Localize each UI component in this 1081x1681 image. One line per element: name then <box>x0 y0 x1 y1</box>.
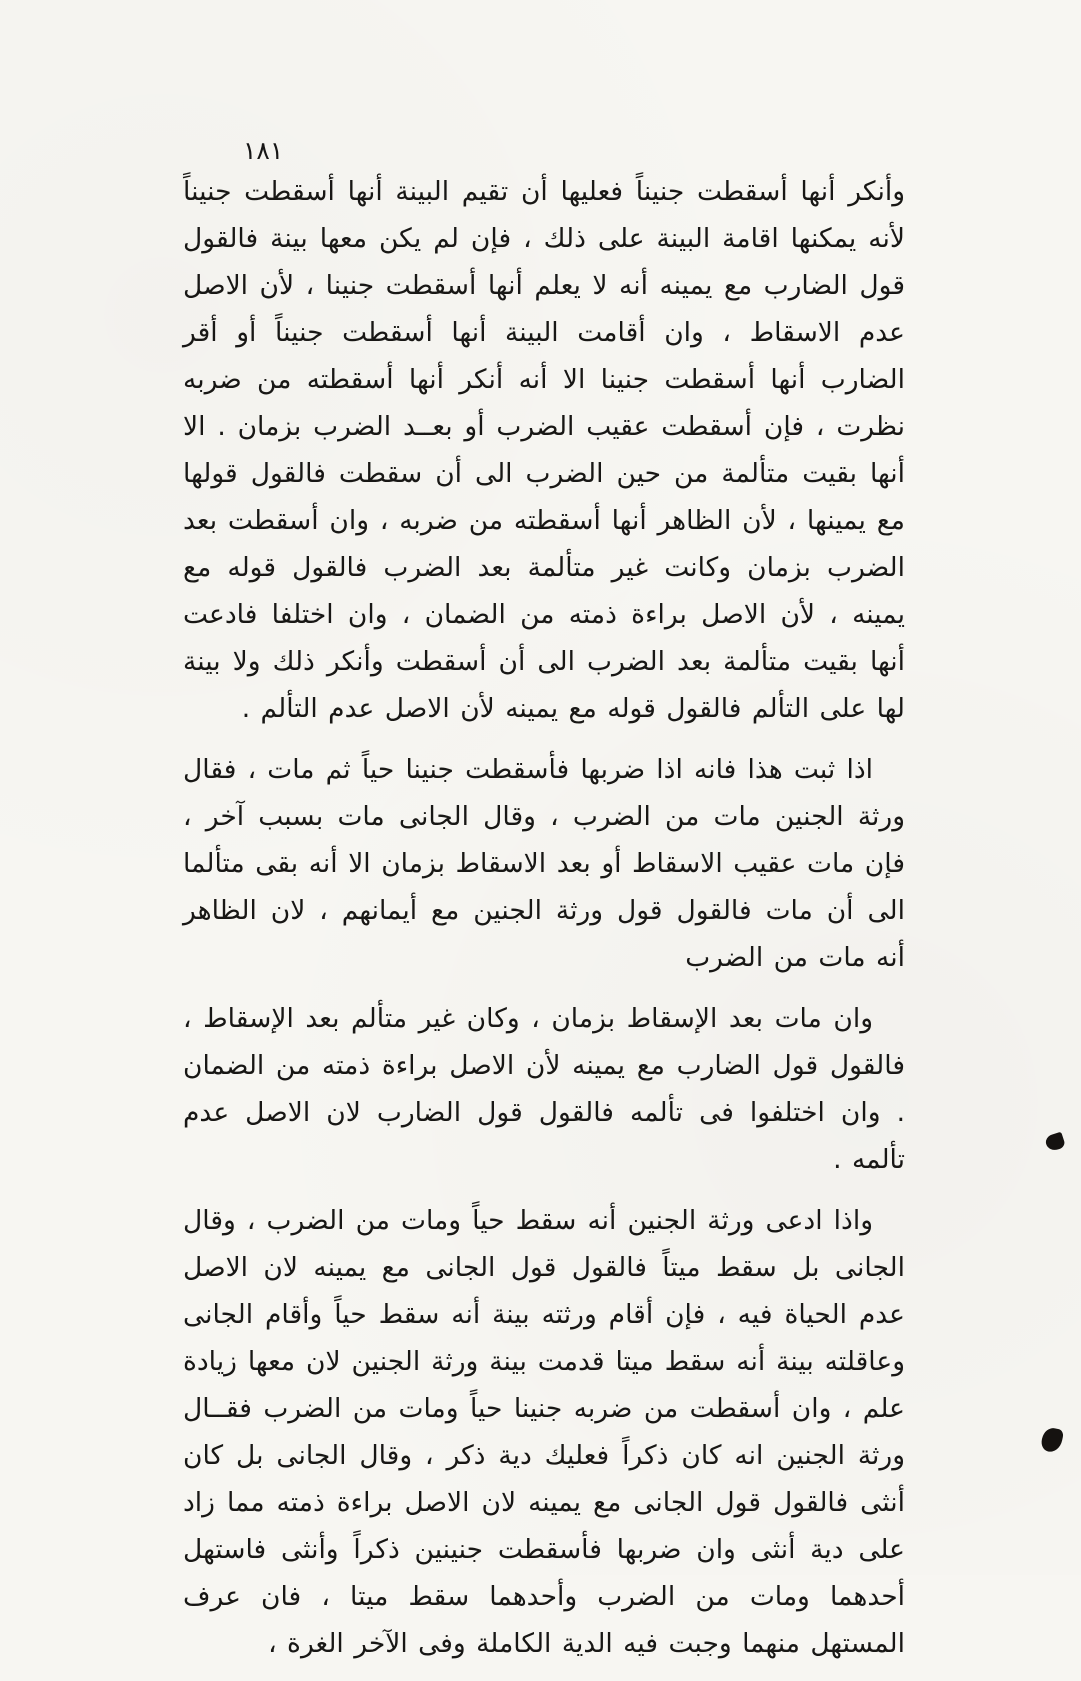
paragraph-4: واذا ادعى ورثة الجنين أنه سقط حياً ومات من الضرب ، وقال الجانى بل سقط ميتاً فالقول قول الجانى مع يمينه لان الاصل عدم الحياة فيه ، فإن أقام ورثته بينة أنه سقط حياً وأقام الجانى وعاقلته بينة أنه سقط ميتا قدمت بينة ورثة الجنين لان معها زيادة علم ، وان أسقطت من ضربه جنينا حياً ومات من الضرب فقــال ورثة الجنين انه كان ذكراً فعليك دية ذكر ، وقال الجانى بل كان أنثى فالقول قول الجانى مع يمينه لان الاصل براءة ذمته مما زاد على دية أنثى وان ضربها فأسقطت جنينين ذكراً وأنثى فاستهل أحدهما ومات من الضرب وأحدهما سقط ميتا ، فان عرف المستهل منهما وجبت فيه الدية الكاملة وفى الآخر الغرة ، <box>183 1205 905 1659</box>
paragraph-3: وان مات بعد الإسقاط بزمان ، وكان غير متألم بعد الإسقاط ، فالقول قول الضارب مع يمينه لأن الاصل براءة ذمته من الضمان . وان اختلفوا فى تألمه فالقول قول الضارب لان الاصل عدم تألمه . <box>183 1003 905 1175</box>
ink-smudge-icon <box>1040 1426 1065 1454</box>
paragraph-1: وأنكر أنها أسقطت جنيناً فعليها أن تقيم البينة أنها أسقطت جنيناً لأنه يمكنها اقامة البينة على ذلك ، فإن لم يكن معها بينة فالقول قول الضارب مع يمينه أنه لا يعلم أنها أسقطت جنينا ، لأن الاصل عدم الاسقاط ، وان أقامت البينة أنها أسقطت جنيناً أو أقر الضارب أنها أسقطت جنينا الا أنه أنكر أنها أسقطته من ضربه نظرت ، فإن أسقطت عقيب الضرب أو بعــد الضرب بزمان . الا أنها بقيت متألمة من حين الضرب الى أن سقطت فالقول قولها مع يمينها ، لأن الظاهر أنها أسقطته من ضربه ، وان أسقطت بعد الضرب بزمان وكانت غير متألمة بعد الضرب فالقول قوله مع يمينه ، لأن الاصل براءة ذمته من الضمان ، وان اختلفا فادعت أنها بقيت متألمة بعد الضرب الى أن أسقطت وأنكر ذلك ولا بينة لها على التألم فالقول قوله مع يمينه لأن الاصل عدم التألم . <box>183 176 905 724</box>
text-column <box>183 168 905 1681</box>
ink-smudge-icon <box>1044 1132 1066 1153</box>
page-number: ١٨١ <box>243 136 284 165</box>
paragraph-2: اذا ثبت هذا فانه اذا ضربها فأسقطت جنينا حياً ثم مات ، فقال ورثة الجنين مات من الضرب ، وقال الجانى مات بسبب آخر ، فإن مات عقيب الاسقاط أو بعد الاسقاط بزمان الا أنه بقى متألما الى أن مات فالقول قول ورثة الجنين مع أيمانهم ، لان الظاهر أنه مات من الضرب <box>183 754 905 973</box>
